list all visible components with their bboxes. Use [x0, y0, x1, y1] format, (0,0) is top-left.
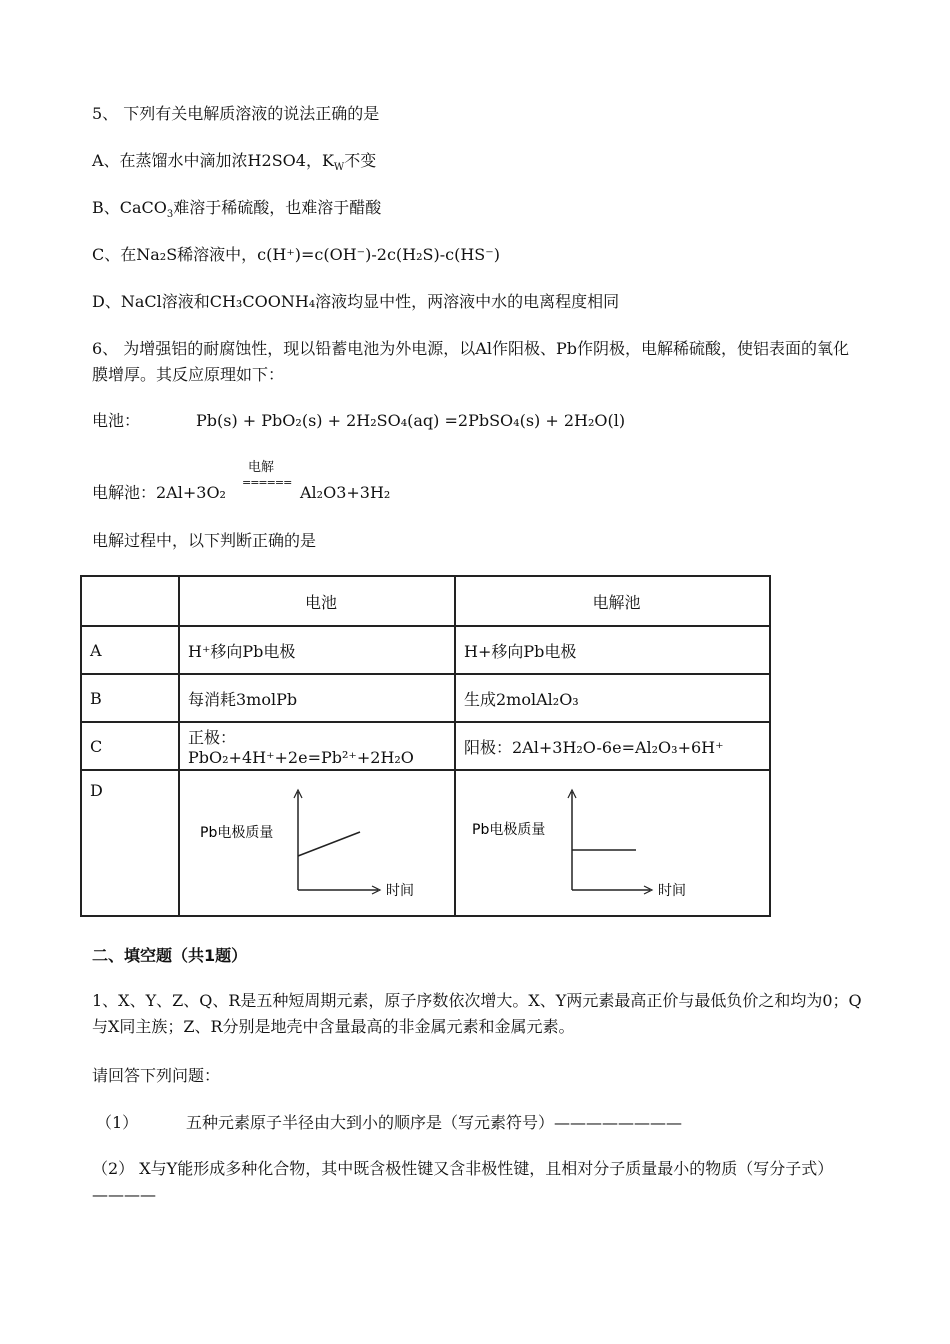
q5-option-c: C、在Na₂S稀溶液中，c(H⁺)=c(OH⁻)-2c(H₂S)-c(HS⁻): [92, 245, 500, 264]
graph-ylabel: Pb电极质量: [472, 822, 546, 838]
table-row: [81, 626, 770, 674]
table-header-row: [81, 576, 770, 626]
table-row: [81, 722, 770, 770]
header-cell: 电解池: [455, 576, 770, 626]
row-key: A: [81, 626, 179, 674]
cell-label: 电解池：2Al+3O₂: [92, 483, 226, 502]
graph-battery: [188, 778, 438, 908]
graph-xlabel: 时间: [658, 883, 686, 899]
q6-question: 电解过程中，以下判断正确的是: [92, 531, 317, 550]
row-cell: H+移向Pb电极: [455, 626, 770, 674]
section2-ask: 请回答下列问题：: [92, 1066, 221, 1085]
graph-xlabel: 时间: [386, 883, 414, 899]
header-battery: 电池: [179, 576, 455, 626]
q6-stem: 6、 为增强铝的耐腐蚀性，现以铅蓄电池为外电源，以Al作阳极、Pb作阴极，电解稀硫酸，使铝表面的氧化膜增厚。其反应原理如下：: [92, 339, 849, 384]
q5-option-b: B、CaCO$_3$难溶于稀硫酸，也难溶于醋酸: [92, 198, 382, 221]
row-key: D: [81, 770, 179, 916]
answer-table: [80, 575, 771, 917]
table-row: [81, 674, 770, 722]
row-cell: 生成2molAl₂O₃: [455, 674, 770, 722]
table-row-d: [81, 770, 770, 916]
section2-q1: 1、X、Y、Z、Q、R是五种短周期元素，原子序数依次增大。X、Y两元素最高正价与最低负价之和均为0；Q与X同主族；Z、R分别是地壳中含量最高的非金属元素和金属元素。: [92, 991, 862, 1036]
battery-equation: Pb(s) + PbO₂(s) + 2H₂SO₄(aq) =2PbSO₄(s) + 2H₂O(l): [196, 411, 626, 430]
row-key: B: [81, 674, 179, 722]
part1-text: 五种元素原子半径由大到小的顺序是（写元素符号）————————: [186, 1113, 683, 1132]
cell-eq-sign: ======: [242, 476, 292, 489]
row-battery: H⁺移向Pb电极: [179, 626, 455, 674]
header-empty: [81, 576, 179, 626]
row-key: C: [81, 722, 179, 770]
battery-label: 电池：: [92, 411, 141, 430]
section2-title: 二、填空题（共1题）: [92, 946, 248, 965]
cell-products: Al₂O3+3H₂: [300, 483, 391, 502]
part1-number: （1）: [96, 1113, 139, 1132]
q5-option-a: A、在蒸馏水中滴加浓H2SO4，$K_W$不变: [92, 151, 377, 174]
graph-cell-cell: [455, 770, 770, 916]
graph-battery-cell: [179, 770, 455, 916]
graph-ylabel: Pb电极质量: [200, 825, 274, 841]
cell-condition: 电解: [248, 460, 275, 475]
row-battery: 正极：PbO₂+4H⁺+2e=Pb²⁺+2H₂O: [179, 722, 455, 770]
q5-option-d: D、NaCl溶液和CH₃COONH₄溶液均显中性，两溶液中水的电离程度相同: [92, 292, 620, 311]
q5-stem: 5、 下列有关电解质溶液的说法正确的是: [92, 104, 380, 123]
graph-cell: [464, 778, 744, 908]
part2-text: （2） X与Y能形成多种化合物，其中既含极性键又含非极性键，且相对分子质量最小的物质（写分子式）————: [92, 1159, 834, 1204]
row-battery: 每消耗3molPb: [179, 674, 455, 722]
row-cell: 阳极：2Al+3H₂O-6e=Al₂O₃+6H⁺: [455, 722, 770, 770]
